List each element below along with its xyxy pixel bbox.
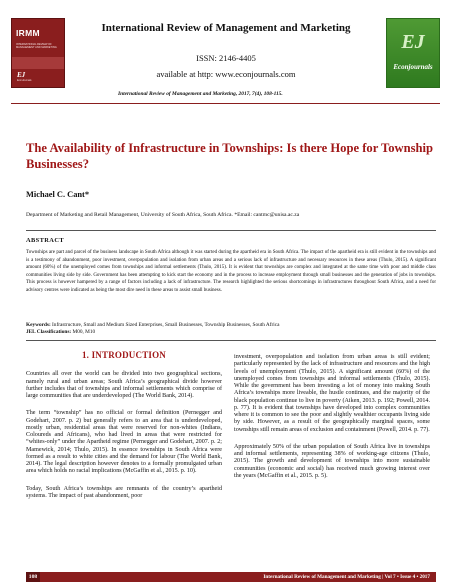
- body-paragraph: investment, overpopulation and isolation from urban areas is still evident; particularly represented by the lack of infrastructure and resources and the high levels of unemployment (Thulo, 2015). A significant amount (60%) of the unemployed comes from townships and informal settlements (Thulo, 2015). While the government has been investing a lot of money into making South Africa’s townships more liveable, the hustle continues, and the majority of the black population continue to live in poverty (Aiken, 2013. p. 192; Powell, 2014. p. 77). It is evident that townships have developed into complex communities where it is common to see the poor and slightly wealthier occupants living side by side. However, as a result of the geographically marginal spaces, some townships still remain areas of exclusion and containment (Powell, 2014. p. 77).: [234, 354, 430, 433]
- keywords-block: [26, 322, 436, 337]
- abstract-heading: ABSTRACT: [26, 237, 65, 244]
- journal-citation: International Review of Management and Marketing, 2017, 7(4), 108-115.: [118, 91, 283, 97]
- footer-citation: International Review of Management and Marketing | Vol 7 • Issue 4 • 2017: [263, 574, 430, 580]
- abstract-text: Townships are part and parcel of the business landscape in South Africa although it was started during the apartheid era in South Africa. The impact of the apartheid era is still evident in the townships and is a testimony of abandonment, poor investment, overpopulation and isolation from urban areas and a serious lack of infrastructure and necessary resources in these areas (Thulo, 2015). A significant amount (60%) of the unemployed comes from townships and informal settlements (Thulo, 2015). It is evident that townships are complex and integrated at the same time with poor and middle class communities living side by side. Government has been attempting to kick start the economy and in the process to increase employment through small businesses and the generation of jobs in townships. This process is however hampered by a range of factors including a lack of infrastructure. The research highlighted the serious shortcomings in infrastructures throughout South Africa, and a need for advisory centres were indicated as being the most dire need in these areas to assist small business.: [26, 250, 436, 293]
- keywords-line: [26, 322, 436, 329]
- body-paragraph: Today, South Africa’s townships are remnants of the country’s apartheid systems. The impact of past abandonment, poor: [26, 485, 222, 499]
- jel-line: [26, 329, 436, 336]
- logo-mark: EJ: [401, 31, 425, 53]
- body-column-left: [26, 352, 222, 510]
- journal-availability: [100, 69, 352, 79]
- abstract-bottom-divider: [26, 340, 436, 341]
- keywords-text: Infrastructure, Small and Medium Sized Enterprises, Small Businesses, Township Businesses, South Africa: [52, 322, 280, 328]
- econjournals-logo: [386, 18, 440, 88]
- journal-title: International Review of Management and Marketing: [101, 22, 351, 34]
- header-divider: [11, 103, 440, 104]
- page-number: 108: [26, 572, 40, 582]
- body-paragraph: The term “township” has no official or formal definition (Pernegger and Godehart, 2007. p. 2) but generally refers to an area that is underdeveloped, mostly urban, residential areas that were reserved for non-whites (Indians, Coloureds and Africans), who had lived in areas that were restricted for “whites-only” under the Apartheid regime (Pernegger and Godehart, 2007. p. 2; Mamewick, 2014; Thulo, 2015). In essence townships in South Africa were formed as a result to white cities and the demand for labour (The World Bank, 2014). The legal description however denotes to a formally promulgated urban area which holds no racial implications (McGaffin et al., 2015. p. 10).: [26, 410, 222, 475]
- article-title: The Availability of Infrastructure in Townships: Is there Hope for Township Businesses?: [26, 141, 434, 171]
- journal-cover-thumbnail: [11, 18, 65, 88]
- logo-name: Econjournals: [393, 63, 433, 71]
- journal-website-link[interactable]: www.econjournals.com: [215, 69, 296, 79]
- cover-ej-text: EconJournals: [17, 79, 32, 82]
- cover-band: [12, 57, 64, 69]
- jel-label: JEL Classifications:: [26, 329, 73, 336]
- page-footer: [26, 572, 436, 582]
- author-affiliation: Department of Marketing and Retail Management, University of South Africa, South Africa. *Email: cantmc@unisa.ac.za: [26, 212, 300, 218]
- article-author: Michael C. Cant*: [26, 190, 90, 199]
- availability-prefix: available at http:: [156, 69, 216, 79]
- body-paragraph: Approximately 50% of the urban population of South Africa live in townships and informal settlements, representing 38% of working-age citizens (Thulo, 2015). The growth and development of townships into more sustainable communities (economic and social) has received much growing interest over the years (McGaffin et al., 2015. p. 5).: [234, 443, 430, 479]
- section-heading-introduction: 1. INTRODUCTION: [81, 350, 166, 360]
- body-column-right: [234, 354, 430, 490]
- cover-ej-mark: EJ: [17, 71, 26, 79]
- body-paragraph: Countries all over the world can be divided into two geographical sections, namely rural and urban areas; South Africa’s geographical divide however further includes that of townships and informal settlements which comprise of large communities that are underdeveloped (The World Bank, 2014).: [26, 371, 222, 399]
- cover-subtitle: INTERNATIONAL REVIEW OF MANAGEMENT AND MARKETING: [16, 43, 57, 50]
- cover-label: IRMM: [16, 28, 40, 38]
- keywords-label: Keywords:: [26, 322, 53, 328]
- journal-issn: ISSN: 2146-4405: [196, 53, 256, 63]
- abstract-top-divider: [26, 230, 436, 231]
- jel-text: M00, M10: [72, 329, 96, 336]
